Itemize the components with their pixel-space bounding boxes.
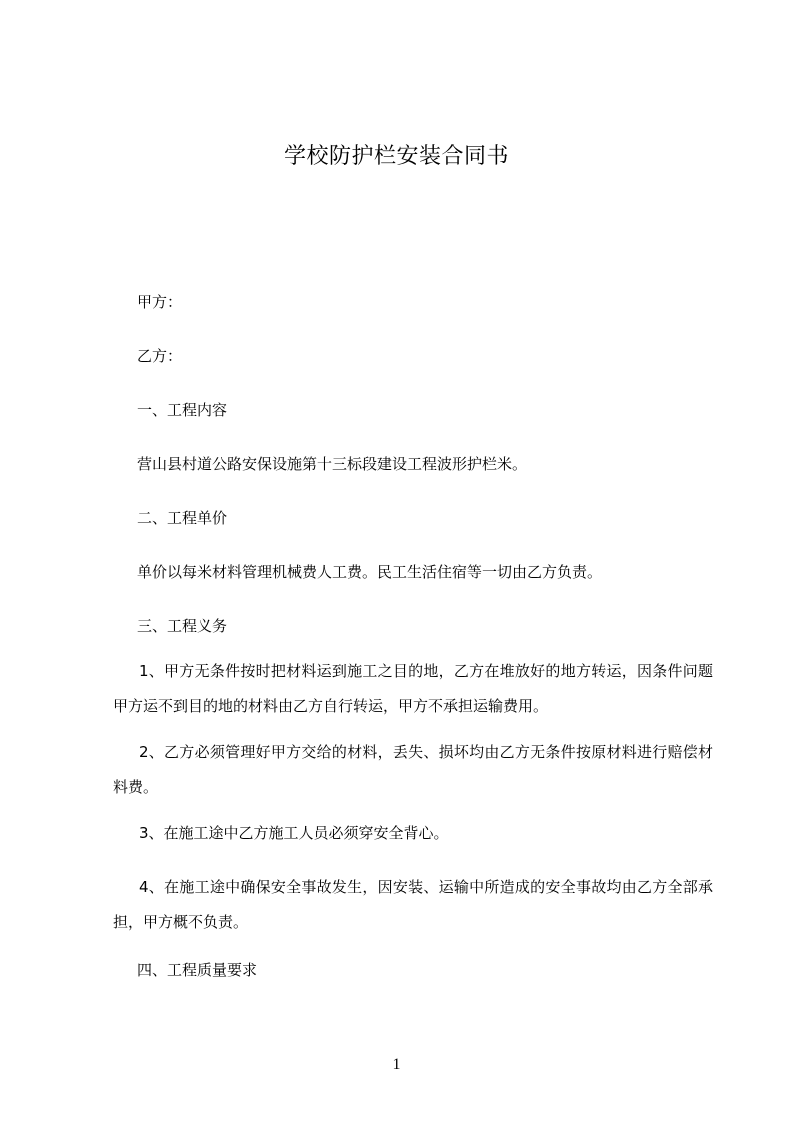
page-number: 1: [392, 1056, 401, 1073]
section-heading-quality: 四、工程质量要求: [137, 961, 258, 979]
obligation-item-2: 2、乙方必须管理好甲方交给的材料，丢失、损坏均由乙方无条件按原材料进行赔偿材料费。: [113, 743, 713, 796]
section-heading-obligations: 三、工程义务: [137, 617, 228, 635]
work-content-text: 营山县村道公路安保设施第十三标段建设工程波形护栏米。: [137, 455, 528, 473]
obligation-item-1: 1、甲方无条件按时把材料运到施工之目的地，乙方在堆放好的地方转运，因条件问题甲方运不到目的地的材料由乙方自行转运，甲方不承担运输费用。: [113, 662, 713, 715]
party-a-label: 甲方：: [137, 293, 183, 311]
obligation-item-3: 3、在施工途中乙方施工人员必须穿安全背心。: [139, 824, 449, 842]
section-heading-work-content: 一、工程内容: [137, 401, 228, 419]
party-b-label: 乙方：: [137, 347, 183, 365]
obligation-item-4: 4、在施工途中确保安全事故发生，因安装、运输中所造成的安全事故均由乙方全部承担，甲方概不负责。: [113, 878, 713, 931]
section-heading-unit-price: 二、工程单价: [137, 509, 228, 527]
document-title: 学校防护栏安装合同书: [283, 144, 509, 169]
unit-price-text: 单价以每米材料管理机械费人工费。民工生活住宿等一切由乙方负责。: [137, 563, 603, 581]
